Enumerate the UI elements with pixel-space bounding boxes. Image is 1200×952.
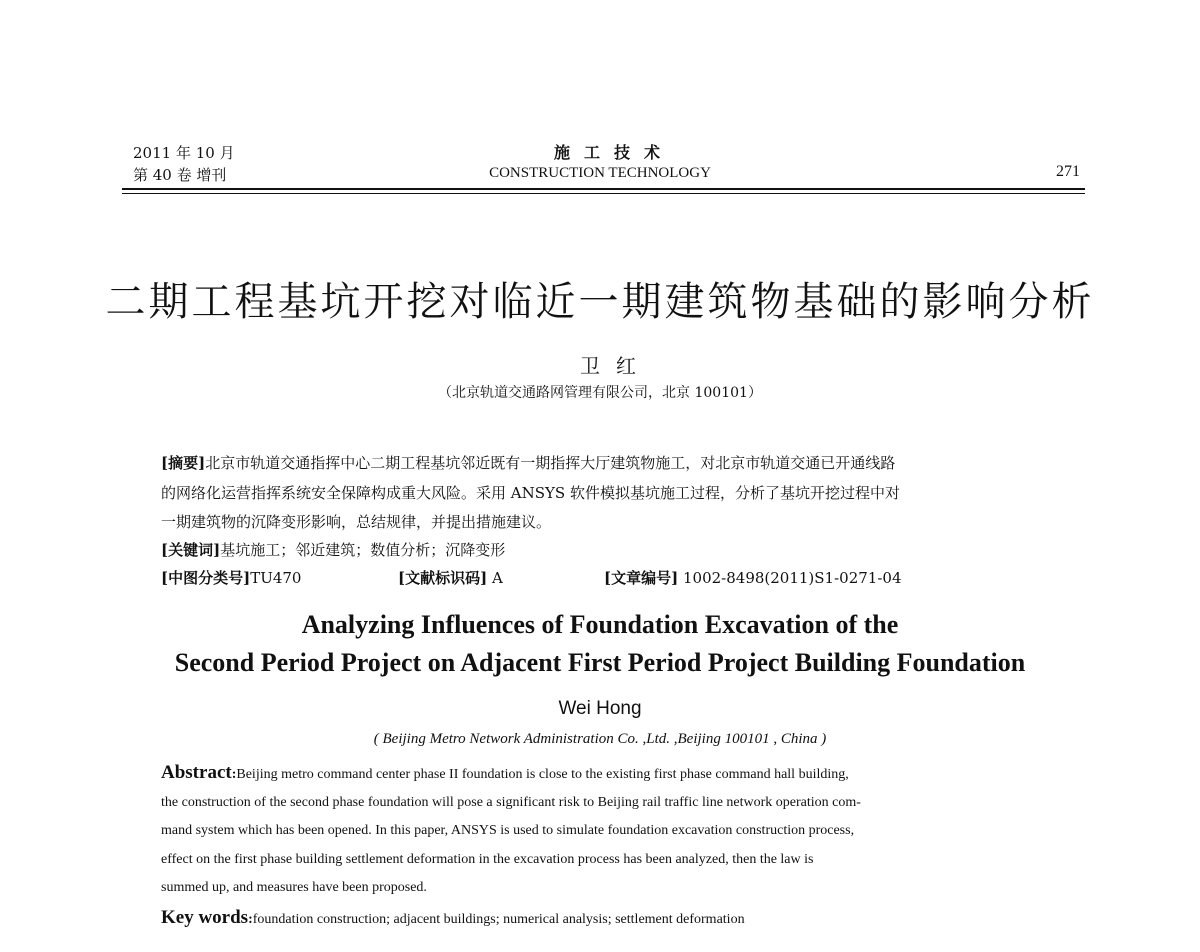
clc-number (161, 567, 301, 588)
header-rule-thin (122, 193, 1085, 194)
keywords-cn-text: 基坑施工；邻近建筑；数值分析；沉降变形 (220, 541, 506, 559)
clc-label: [中图分类号] (161, 569, 251, 587)
paper-title-en-line1: Analyzing Influences of Foundation Excavation of the (301, 610, 899, 639)
abstract-en-line: effect on the first phase building settlement deformation in the excavation process has been analyzed, then the law is (161, 852, 814, 867)
keywords-cn (161, 539, 505, 560)
article-label: [文章编号] (604, 569, 679, 587)
paper-title-cn: 二期工程基坑开挖对临近一期建筑物基础的影响分析 (105, 279, 1095, 325)
keywords-en-text: foundation construction; adjacent buildings; numerical analysis; settlement deformation (252, 912, 745, 927)
article-value: 1002-8498(2011)S1-0271-04 (682, 569, 902, 587)
volume-info: 第 40 卷 增刊 (133, 166, 227, 184)
affiliation-cn: （北京轨道交通路网管理有限公司，北京 100101） (438, 385, 762, 401)
abstract-cn-label: [摘要] (161, 454, 206, 472)
journal-name-en: CONSTRUCTION TECHNOLOGY (489, 165, 711, 181)
doc-label: [文献标识码] (398, 569, 488, 587)
keywords-cn-label: [关键词] (161, 541, 221, 559)
paper-title-en-line2: Second Period Project on Adjacent First Period Project Building Foundation (174, 648, 1026, 677)
affiliation-en: ( Beijing Metro Network Administration Co. ,Ltd. ,Beijing 100101 , China ) (373, 731, 827, 747)
author-name-cn: 卫红 (580, 354, 652, 378)
header-rule-thick (122, 188, 1085, 190)
clc-value: TU470 (250, 569, 302, 587)
abstract-en-line: summed up, and measures have been proposed. (161, 880, 427, 895)
abstract-en-line: the construction of the second phase foundation will pose a significant risk to Beijing rail traffic line network operation com- (161, 795, 861, 810)
abstract-en-text: Beijing metro command center phase II foundation is close to the existing first phase command hall building, (236, 767, 849, 782)
keywords-en: Key words:foundation construction; adjacent buildings; numerical analysis; settlement deformation (161, 907, 745, 928)
document-code (398, 567, 503, 588)
keywords-en-label: Key words (161, 907, 249, 928)
abstract-cn-line: 一期建筑物的沉降变形影响，总结规律，并提出措施建议。 (161, 513, 552, 531)
abstract-en-label: Abstract (161, 762, 232, 783)
abstract-cn-line (161, 452, 895, 473)
abstract-en-line: Abstract:Beijing metro command center phase II foundation is close to the existing first phase command hall building, (161, 762, 849, 783)
author-name-en: Wei Hong (558, 698, 642, 719)
doc-value: A (491, 569, 503, 587)
abstract-cn-line: 的网络化运营指挥系统安全保障构成重大风险。采用 ANSYS 软件模拟基坑施工过程，分析了基坑开挖过程中对 (161, 484, 900, 502)
abstract-en-line: mand system which has been opened. In this paper, ANSYS is used to simulate foundation excavation construction process, (161, 823, 855, 838)
journal-name-cn: 施工技术 (553, 143, 674, 162)
article-number (604, 567, 902, 588)
page-number: 271 (1056, 163, 1080, 180)
issue-date: 2011 年 10 月 (133, 144, 235, 162)
abstract-cn-text: 北京市轨道交通指挥中心二期工程基坑邻近既有一期指挥大厅建筑物施工，对北京市轨道交通已开通线路 (205, 454, 896, 472)
